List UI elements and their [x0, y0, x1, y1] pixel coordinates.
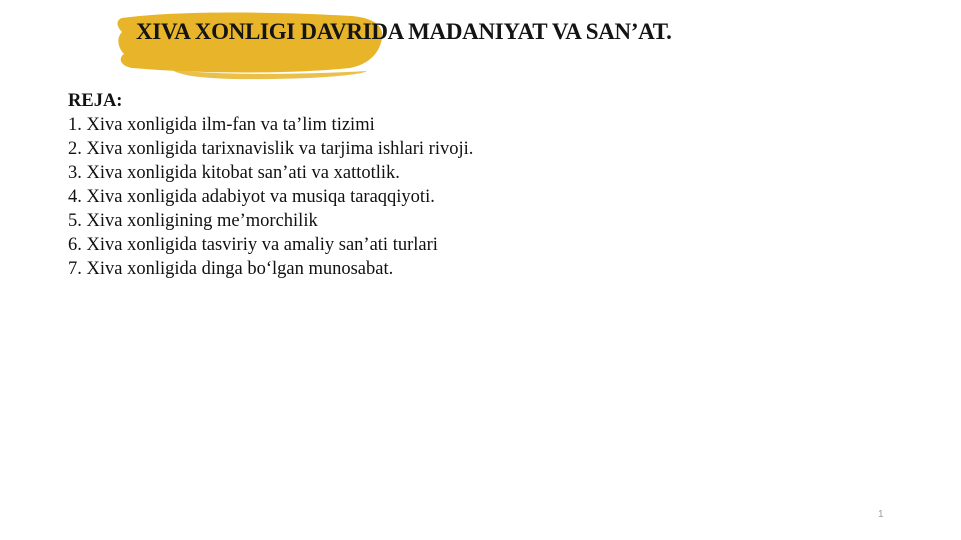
plan-section — [68, 89, 473, 281]
plan-item: 2. Xiva xonligida tarixnavislik va tarjima ishlari rivoji. — [68, 139, 474, 159]
plan-item: 4. Xiva xonligida adabiyot va musiqa taraqqiyoti. — [68, 187, 435, 207]
plan-item: 7. Xiva xonligida dinga bo‘lgan munosabat. — [68, 259, 394, 279]
slide-title: XIVA XONLIGI DAVRIDA MADANIYAT VA SAN’AT. — [136, 19, 672, 44]
plan-heading: REJA: — [68, 91, 123, 111]
plan-item: 5. Xiva xonligining me’morchilik — [68, 211, 318, 231]
plan-item: 3. Xiva xonligida kitobat san’ati va xattotlik. — [68, 163, 400, 183]
plan-item: 1. Xiva xonligida ilm-fan va ta’lim tizimi — [68, 115, 375, 135]
page-number: 1 — [878, 509, 884, 520]
plan-item: 6. Xiva xonligida tasviriy va amaliy san’ati turlari — [68, 235, 438, 255]
plan-list — [68, 113, 473, 281]
